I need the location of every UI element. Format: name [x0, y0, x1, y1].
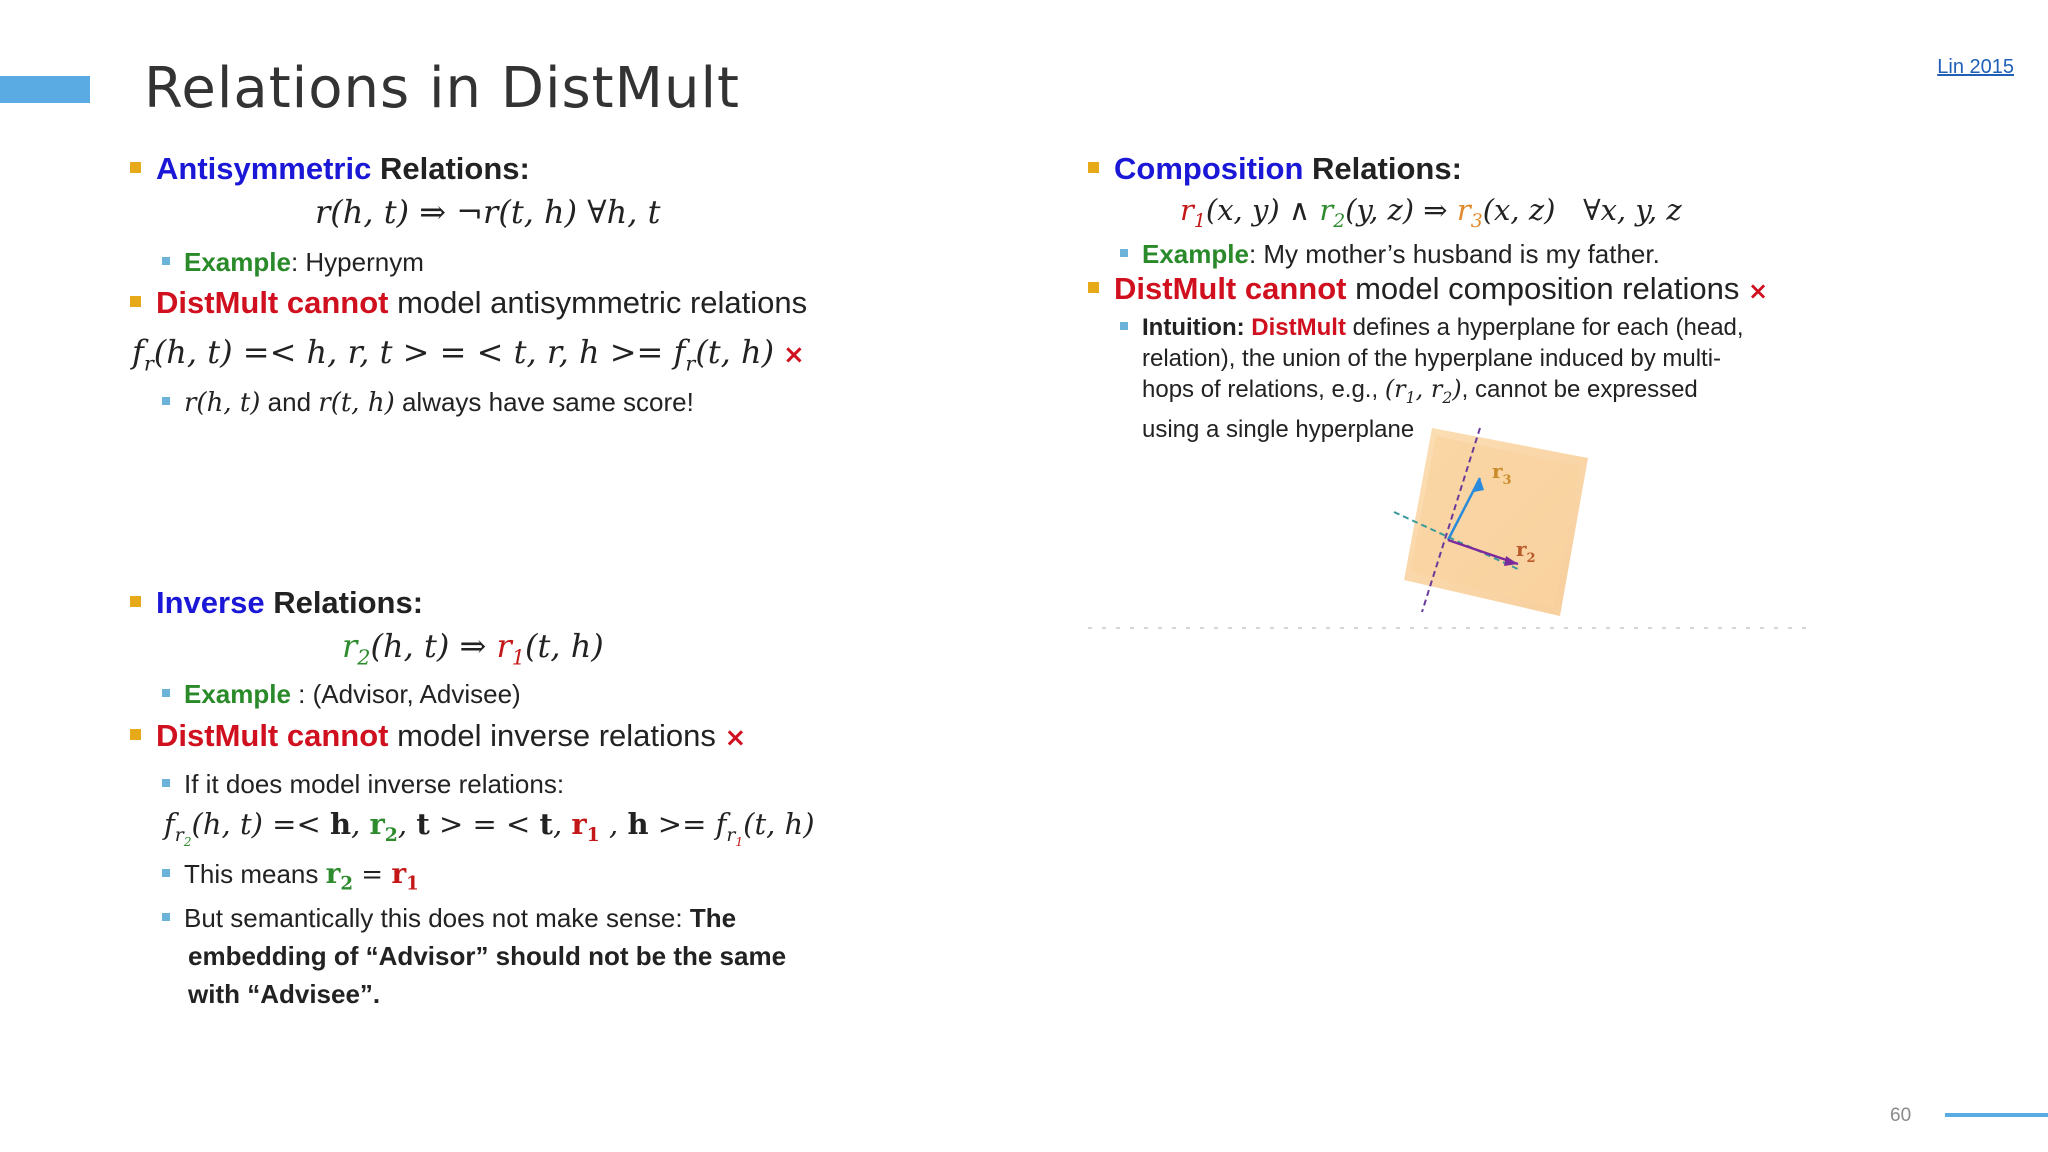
inverse-cannot: [130, 717, 746, 756]
inverse-but-line2: embedding of “Advisor” should not be the same: [188, 941, 787, 971]
bullet-icon: [130, 296, 141, 307]
title-accent-bar: [0, 76, 90, 103]
score-end: (t, h): [695, 333, 775, 371]
intuition-line-4: using a single hyperplane: [1142, 415, 1415, 443]
bullet-icon: [130, 596, 141, 607]
cannot-text: model inverse relations: [388, 718, 716, 753]
inverse-but-line3: with “Advisee”.: [188, 979, 381, 1009]
antisymmetric-heading: [130, 150, 530, 189]
keyword-antisymmetric: Antisymmetric: [156, 151, 372, 186]
cross-icon: ×: [782, 340, 805, 370]
note-math: r(t, h): [318, 388, 395, 418]
keyword-composition: Composition: [1114, 151, 1304, 186]
antisymmetric-score-formula: [132, 332, 805, 377]
composition-formula: $r_1(x$, y) ∧ $r_2(y$, z) ⇒ $r_3(x$, z) ∀x, y, z: [1180, 193, 1682, 232]
label-r2: $r_2$: [1516, 537, 1536, 566]
bullet-icon: [130, 729, 141, 740]
note-math: r(h, t): [184, 388, 261, 418]
intuition-text: hops of relations, e.g.,: [1142, 376, 1385, 403]
f-symbol: f: [132, 333, 144, 371]
intuition-line-3: hops of relations, e.g., ($r_1$, $r_2$), cannot be expressed: [1142, 375, 1698, 407]
sub-bullet-icon: [162, 397, 170, 405]
score-body: (h, t) =< h, r, t > = < t, r, h >= f: [153, 333, 686, 371]
sub-bullet-icon: [162, 257, 170, 265]
if-text: If it does model inverse relations:: [184, 769, 565, 799]
bullet-icon: [1088, 282, 1099, 293]
inverse-if: [162, 768, 564, 801]
bullet-icon: [130, 162, 141, 173]
antisymmetric-note: [162, 386, 694, 420]
inverse-heading: [130, 584, 423, 623]
means-text: This means: [184, 859, 326, 889]
but-bold: The: [689, 903, 737, 933]
figure-divider: [1088, 627, 1812, 629]
example-text: : (Advisor, Advisee): [290, 679, 521, 709]
sub-bullet-icon: [1120, 322, 1128, 330]
f-subscript: r: [685, 351, 696, 376]
inverse-formula: $r_2(h$, t) ⇒ $r_1(t$, h): [342, 627, 604, 670]
antisymmetric-formula: r(h, t) ⇒ ¬r(t, h) ∀h, t: [315, 193, 661, 231]
composition-heading: [1088, 150, 1462, 189]
sub-bullet-icon: [162, 779, 170, 787]
composition-example: [1120, 238, 1660, 271]
intuition-distmult: DistMult: [1251, 314, 1346, 341]
hyperplane-figure: [1370, 420, 1610, 620]
keyword-inverse: Inverse: [156, 585, 265, 620]
intuition-text: , cannot be expressed: [1461, 376, 1698, 403]
example-text: : My mother’s husband is my father.: [1248, 239, 1660, 269]
label-r3: $r_3$: [1492, 459, 1512, 488]
heading-text: Relations:: [371, 151, 530, 186]
intuition-line-1: [1120, 312, 1744, 343]
sub-bullet-icon: [162, 869, 170, 877]
cannot-label: DistMult cannot: [1114, 271, 1347, 306]
sub-bullet-icon: [1120, 249, 1128, 257]
inverse-means: This means $r_2 = r_1$: [162, 856, 419, 896]
antisymmetric-cannot: [130, 284, 807, 323]
sub-bullet-icon: [162, 913, 170, 921]
inverse-score-formula: $f_{r_2}(h$, t) =< h, $r_2$, t > = < t, $r_1$ , $h >= f_{r_1}(t$, h): [164, 807, 815, 849]
but-text: But semantically this does not make sense:: [184, 903, 690, 933]
bullet-icon: [1088, 162, 1099, 173]
intuition-line-2: relation), the union of the hyperplane induced by multi-: [1142, 345, 1722, 372]
antisymmetric-section: [130, 150, 1030, 430]
heading-text: Relations:: [1303, 151, 1462, 186]
example-label: Example: [1142, 239, 1249, 269]
inverse-but: [162, 902, 736, 935]
f-subscript: r: [143, 351, 154, 376]
cannot-text: model composition relations: [1346, 271, 1740, 306]
cannot-label: DistMult cannot: [156, 285, 389, 320]
note-and: and: [260, 387, 319, 417]
page-number: 60: [1890, 1105, 1912, 1126]
example-label: Example: [184, 679, 291, 709]
inverse-example: [162, 678, 521, 711]
cross-icon: ×: [1747, 277, 1769, 305]
cross-icon: ×: [724, 723, 747, 753]
example-label: Example: [184, 247, 291, 277]
inverse-section: [130, 584, 1030, 1024]
antisymmetric-example: [162, 246, 424, 279]
example-text: : Hypernym: [290, 247, 424, 277]
heading-text: Relations:: [264, 585, 424, 620]
note-text: always have same score!: [394, 387, 694, 417]
intuition-label: Intuition:: [1142, 314, 1252, 341]
cannot-text: model antisymmetric relations: [388, 285, 808, 320]
sub-bullet-icon: [162, 689, 170, 697]
citation-link[interactable]: Lin 2015: [1937, 56, 2014, 78]
intuition-text: defines a hyperplane for each (head,: [1345, 314, 1744, 341]
page-title: Relations in DistMult: [144, 56, 740, 121]
footer-accent-line: [1945, 1113, 2048, 1117]
composition-cannot: [1088, 270, 1768, 309]
cannot-label: DistMult cannot: [156, 718, 389, 753]
